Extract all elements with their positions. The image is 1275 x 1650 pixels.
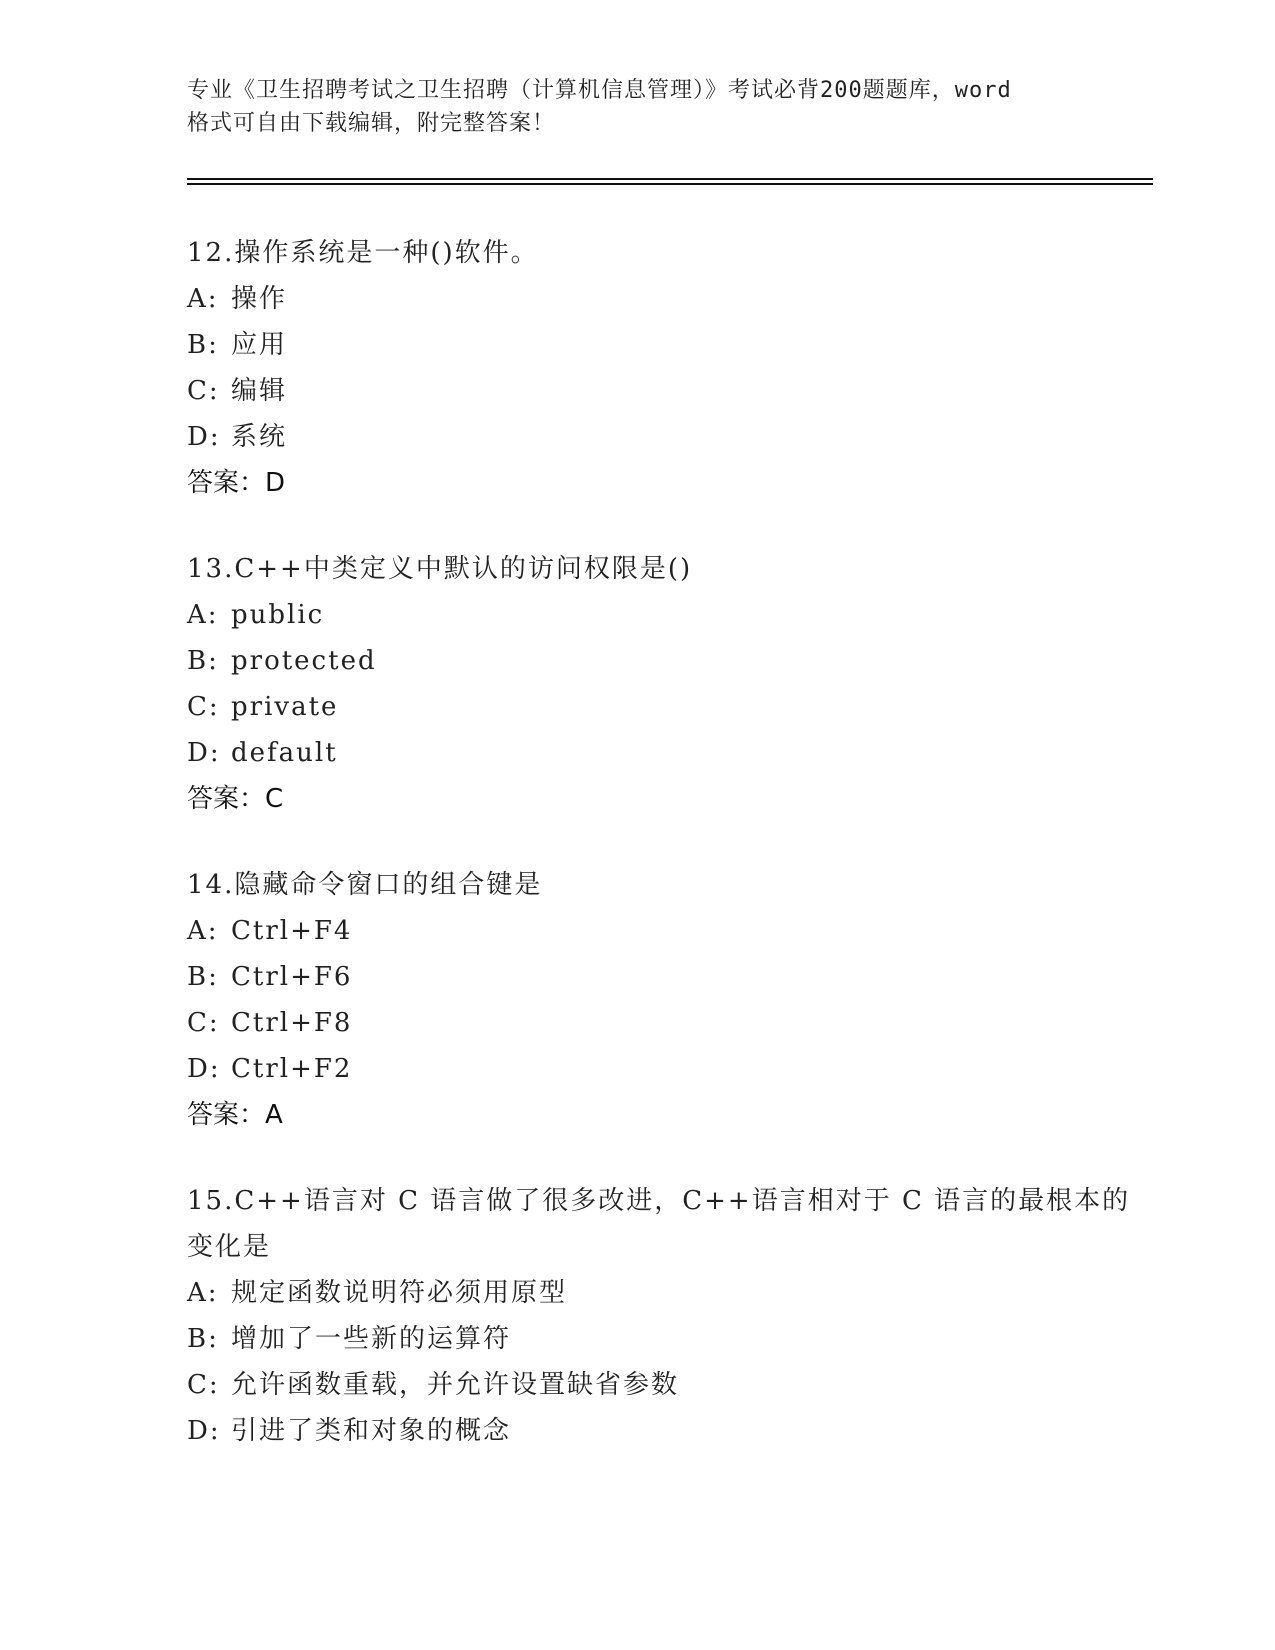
option-letter: C: xyxy=(187,1370,220,1400)
option-text: default xyxy=(231,738,338,768)
option-b xyxy=(187,638,1087,684)
option-text: Ctrl+F4 xyxy=(231,916,353,946)
question-stem-line-2: 变化是 xyxy=(187,1232,272,1262)
option-letter: B: xyxy=(187,330,219,360)
option-letter: B: xyxy=(187,962,219,992)
option-letter: C: xyxy=(187,1008,220,1038)
question-stem: 12.操作系统是一种()软件。 xyxy=(187,238,539,268)
option-b xyxy=(187,1316,1087,1362)
option-letter: D: xyxy=(187,1416,221,1446)
option-text: Ctrl+F6 xyxy=(231,962,353,992)
answer-line: 答案：D xyxy=(187,468,286,498)
question-14 xyxy=(187,862,1087,1138)
option-text: private xyxy=(231,692,339,722)
document-header xyxy=(187,74,1087,140)
option-letter: B: xyxy=(187,646,219,676)
option-text: public xyxy=(231,600,325,630)
option-letter: A: xyxy=(187,1278,219,1308)
option-c xyxy=(187,1000,1087,1046)
header-line-2: 格式可自由下载编辑，附完整答案！ xyxy=(187,111,556,136)
question-12 xyxy=(187,230,1087,506)
option-text: protected xyxy=(231,646,377,676)
option-a xyxy=(187,1270,1087,1316)
question-stem: 14.隐藏命令窗口的组合键是 xyxy=(187,870,543,900)
option-letter: D: xyxy=(187,738,221,768)
option-letter: A: xyxy=(187,916,219,946)
option-text: Ctrl+F8 xyxy=(231,1008,353,1038)
option-a xyxy=(187,592,1087,638)
option-text: 应用 xyxy=(231,330,288,360)
option-text: 规定函数说明符必须用原型 xyxy=(231,1278,568,1308)
option-c xyxy=(187,684,1087,730)
option-c xyxy=(187,1362,1087,1408)
answer-line: 答案：A xyxy=(187,1100,283,1130)
option-c xyxy=(187,368,1087,414)
option-text: 系统 xyxy=(231,422,288,452)
option-d xyxy=(187,1046,1087,1092)
question-stem: 13.C++中类定义中默认的访问权限是() xyxy=(187,554,693,584)
header-line-1: 专业《卫生招聘考试之卫生招聘（计算机信息管理）》考试必背200题题库，word xyxy=(187,78,1012,103)
option-text: 引进了类和对象的概念 xyxy=(231,1416,512,1446)
option-text: Ctrl+F2 xyxy=(231,1054,353,1084)
option-letter: B: xyxy=(187,1324,219,1354)
question-stem-line-1: 15.C++语言对 C 语言做了很多改进，C++语言相对于 C 语言的最根本的 xyxy=(187,1186,1131,1216)
option-letter: D: xyxy=(187,1054,221,1084)
option-letter: C: xyxy=(187,376,220,406)
header-divider-top xyxy=(187,178,1153,180)
option-b xyxy=(187,322,1087,368)
option-text: 允许函数重载，并允许设置缺省参数 xyxy=(231,1370,680,1400)
option-text: 增加了一些新的运算符 xyxy=(231,1324,512,1354)
option-b xyxy=(187,954,1087,1000)
option-d xyxy=(187,730,1087,776)
option-letter: D: xyxy=(187,422,221,452)
option-letter: A: xyxy=(187,600,219,630)
option-d xyxy=(187,1408,1087,1454)
option-letter: C: xyxy=(187,692,220,722)
option-a xyxy=(187,276,1087,322)
option-text: 操作 xyxy=(231,284,288,314)
header-divider-bottom xyxy=(187,183,1153,185)
question-15 xyxy=(187,1178,1131,1454)
option-letter: A: xyxy=(187,284,219,314)
question-13 xyxy=(187,546,1087,822)
option-text: 编辑 xyxy=(231,376,288,406)
answer-line: 答案：C xyxy=(187,784,284,814)
option-d xyxy=(187,414,1087,460)
option-a xyxy=(187,908,1087,954)
